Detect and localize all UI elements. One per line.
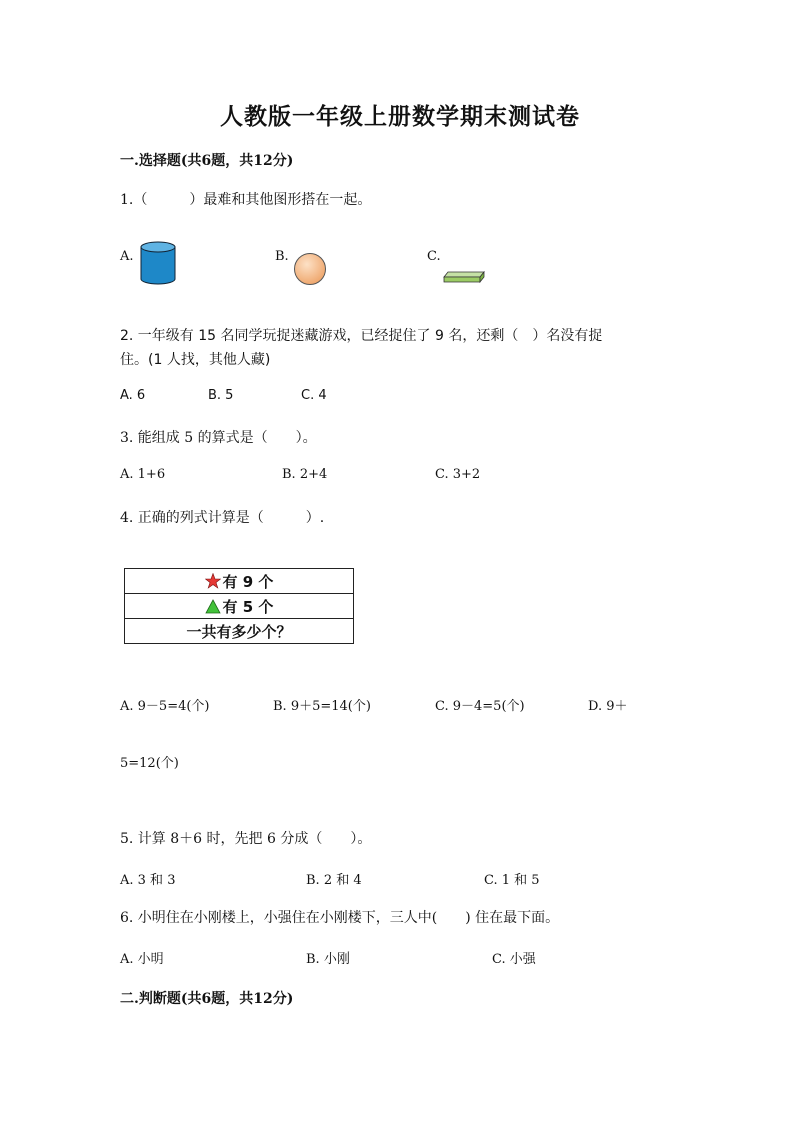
q4-option-a: A. 9－5=4(个) [120, 699, 210, 714]
table-row [125, 569, 354, 594]
question-2-line-1: 2. 一年级有 15 名同学玩捉迷藏游戏，已经捉住了 9 名，还剩（ ）名没有捉 [120, 328, 603, 344]
q3-option-c: C. 3+2 [435, 467, 481, 482]
q2-option-a: A. 6 [120, 388, 146, 403]
cuboid-icon [442, 270, 486, 284]
q3-option-a: A. 1+6 [120, 467, 166, 482]
table-cell [125, 619, 354, 644]
q4-option-c: C. 9－4=5(个) [435, 699, 525, 714]
table-text-question: 一共有多少个？ [186, 622, 292, 641]
q4-option-d-continued: 5=12(个) [120, 756, 179, 771]
section-heading-true-false: 二.判断题(共6题，共12分) [120, 991, 294, 1007]
q1-option-b-label: B. [275, 249, 289, 264]
q2-option-c: C. 4 [301, 388, 327, 403]
sphere-icon [292, 252, 328, 286]
table-cell [125, 594, 354, 619]
green-triangle-icon [205, 599, 221, 614]
table-row [125, 619, 354, 644]
question-6-stem: 6. 小明住在小刚楼上，小强住在小刚楼下，三人中( ) 住在最下面。 [120, 910, 560, 926]
q6-option-a: A. 小明 [120, 952, 164, 967]
q5-option-b: B. 2 和 4 [306, 873, 362, 888]
table-row [125, 594, 354, 619]
table-text-star: 有 9 个 [222, 572, 274, 591]
question-2-line-2: 住。(1 人找，其他人藏) [120, 352, 271, 368]
q2-option-b: B. 5 [208, 388, 234, 403]
q4-option-b: B. 9＋5=14(个) [273, 699, 371, 714]
q6-option-c: C. 小强 [492, 952, 536, 967]
q3-option-b: B. 2+4 [282, 467, 328, 482]
q1-option-c-label: C. [427, 249, 441, 264]
q6-option-b: B. 小刚 [306, 952, 350, 967]
table-cell [125, 569, 354, 594]
question-3-stem: 3. 能组成 5 的算式是（ ）。 [120, 430, 317, 446]
question-4-table [124, 568, 354, 644]
page-title: 人教版一年级上册数学期末测试卷 [220, 103, 580, 130]
section-heading-choice: 一.选择题(共6题，共12分) [120, 153, 294, 169]
question-4-stem: 4. 正确的列式计算是（ ）. [120, 510, 325, 526]
red-star-icon [205, 573, 221, 589]
cylinder-icon [138, 240, 178, 286]
q4-option-d: D. 9＋ [588, 699, 628, 714]
question-1-stem: 1.（ ）最难和其他图形搭在一起。 [120, 192, 372, 208]
q1-option-a-label: A. [120, 249, 134, 264]
q5-option-a: A. 3 和 3 [120, 873, 176, 888]
question-5-stem: 5. 计算 8＋6 时，先把 6 分成（ ）。 [120, 831, 372, 847]
table-text-triangle: 有 5 个 [222, 597, 274, 616]
q5-option-c: C. 1 和 5 [484, 873, 540, 888]
